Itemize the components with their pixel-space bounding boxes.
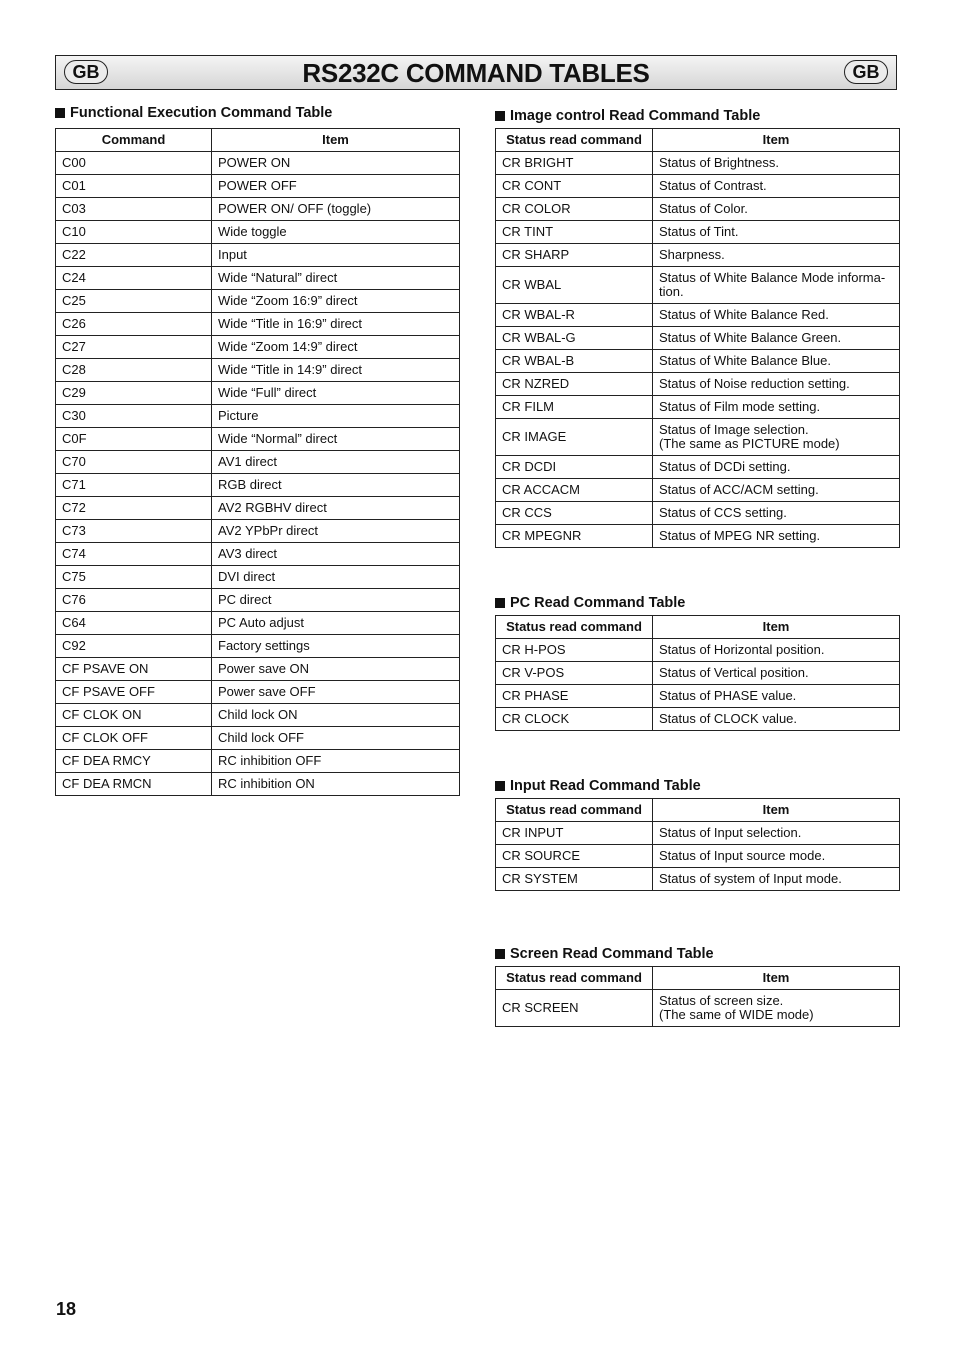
column-header-item: Item — [653, 616, 900, 639]
item-cell: Wide “Full” direct — [212, 382, 460, 405]
table-row — [56, 704, 460, 727]
command-cell: CR CONT — [496, 175, 653, 198]
column-header-item: Item — [212, 129, 460, 152]
table-row — [56, 175, 460, 198]
column-header-status-read-command: Status read command — [496, 967, 653, 990]
table-row — [56, 313, 460, 336]
item-cell: Power save ON — [212, 658, 460, 681]
command-cell: C27 — [56, 336, 212, 359]
screen-read-table-heading — [495, 945, 714, 963]
functional-command-table — [55, 128, 460, 796]
item-cell: POWER ON — [212, 152, 460, 175]
command-cell: CR H-POS — [496, 639, 653, 662]
command-cell: CR ACCACM — [496, 479, 653, 502]
item-cell: Wide “Title in 16:9” direct — [212, 313, 460, 336]
table-row — [496, 152, 900, 175]
command-cell: C26 — [56, 313, 212, 336]
command-cell: CR FILM — [496, 396, 653, 419]
item-cell: Status of Film mode setting. — [653, 396, 900, 419]
command-cell: CF PSAVE OFF — [56, 681, 212, 704]
command-cell: CR CCS — [496, 502, 653, 525]
table-row — [56, 221, 460, 244]
item-cell: Status of CLOCK value. — [653, 708, 900, 731]
table-row — [56, 566, 460, 589]
table-row — [496, 373, 900, 396]
item-cell: Status of Contrast. — [653, 175, 900, 198]
item-cell: Wide “Natural” direct — [212, 267, 460, 290]
table-row — [496, 479, 900, 502]
bullet-square-icon — [495, 949, 505, 959]
command-cell: C72 — [56, 497, 212, 520]
table-row — [496, 419, 900, 456]
input-read-table-heading-text: Input Read Command Table — [510, 778, 701, 794]
column-header-item: Item — [653, 799, 900, 822]
item-cell: DVI direct — [212, 566, 460, 589]
command-cell: C03 — [56, 198, 212, 221]
item-cell: Wide “Normal” direct — [212, 428, 460, 451]
table-row — [56, 727, 460, 750]
item-cell: Status of system of Input mode. — [653, 868, 900, 891]
item-cell: AV3 direct — [212, 543, 460, 566]
gb-badge-right: GB — [844, 60, 888, 84]
table-row — [496, 502, 900, 525]
command-cell: CR WBAL-R — [496, 304, 653, 327]
item-cell: Status of DCDi setting. — [653, 456, 900, 479]
input-read-table-heading — [495, 777, 701, 795]
table-row — [56, 543, 460, 566]
table-row — [56, 267, 460, 290]
table-row — [56, 635, 460, 658]
item-cell: Status of screen size. (The same of WIDE mode) — [653, 990, 900, 1027]
table-row — [496, 822, 900, 845]
command-cell: C01 — [56, 175, 212, 198]
item-cell: Status of Brightness. — [653, 152, 900, 175]
table-row — [496, 868, 900, 891]
item-cell: Input — [212, 244, 460, 267]
item-cell: Wide “Zoom 14:9” direct — [212, 336, 460, 359]
column-header-status-read-command: Status read command — [496, 129, 653, 152]
item-cell: Picture — [212, 405, 460, 428]
command-cell: C64 — [56, 612, 212, 635]
table-row — [496, 990, 900, 1027]
item-cell: Child lock OFF — [212, 727, 460, 750]
command-cell: C92 — [56, 635, 212, 658]
bullet-square-icon — [495, 111, 505, 121]
command-cell: CR V-POS — [496, 662, 653, 685]
screen-read-command-table — [495, 966, 900, 1027]
item-cell: Status of CCS setting. — [653, 502, 900, 525]
command-cell: CR SCREEN — [496, 990, 653, 1027]
table-row — [496, 845, 900, 868]
table-row — [496, 708, 900, 731]
table-row — [56, 290, 460, 313]
item-cell: Status of Noise reduction setting. — [653, 373, 900, 396]
command-cell: CR DCDI — [496, 456, 653, 479]
image-control-command-table — [495, 128, 900, 548]
item-cell: Status of Horizontal position. — [653, 639, 900, 662]
command-cell: C76 — [56, 589, 212, 612]
item-cell: RGB direct — [212, 474, 460, 497]
command-cell: CR WBAL-B — [496, 350, 653, 373]
command-cell: C30 — [56, 405, 212, 428]
table-row — [496, 327, 900, 350]
item-cell: Status of Color. — [653, 198, 900, 221]
table-row — [56, 589, 460, 612]
command-cell: CF PSAVE ON — [56, 658, 212, 681]
command-cell: C73 — [56, 520, 212, 543]
table-row — [56, 474, 460, 497]
item-cell: Power save OFF — [212, 681, 460, 704]
image-control-table-heading-text: Image control Read Command Table — [510, 108, 761, 124]
item-cell: Status of MPEG NR setting. — [653, 525, 900, 548]
column-header-status-read-command: Status read command — [496, 799, 653, 822]
item-cell: Status of White Balance Red. — [653, 304, 900, 327]
item-cell: Wide “Zoom 16:9” direct — [212, 290, 460, 313]
table-row — [56, 244, 460, 267]
table-row — [56, 658, 460, 681]
table-row — [56, 773, 460, 796]
item-cell: Status of Tint. — [653, 221, 900, 244]
title-banner — [55, 55, 897, 90]
column-header-command: Command — [56, 129, 212, 152]
column-header-status-read-command: Status read command — [496, 616, 653, 639]
page-title: RS232C COMMAND TABLES — [302, 58, 650, 88]
table-row — [496, 456, 900, 479]
command-cell: CR NZRED — [496, 373, 653, 396]
table-row — [56, 382, 460, 405]
screen-read-table-heading-text: Screen Read Command Table — [510, 946, 714, 962]
item-cell: Status of Input selection. — [653, 822, 900, 845]
command-cell: CF DEA RMCN — [56, 773, 212, 796]
item-cell: Status of Vertical position. — [653, 662, 900, 685]
bullet-square-icon — [495, 598, 505, 608]
command-cell: CR MPEGNR — [496, 525, 653, 548]
table-row — [56, 336, 460, 359]
command-cell: CF CLOK OFF — [56, 727, 212, 750]
table-row — [56, 451, 460, 474]
table-row — [496, 525, 900, 548]
command-cell: CR WBAL — [496, 267, 653, 304]
page-number: 18 — [56, 1299, 77, 1319]
item-cell: RC inhibition OFF — [212, 750, 460, 773]
item-cell: AV1 direct — [212, 451, 460, 474]
item-cell: Wide toggle — [212, 221, 460, 244]
table-row — [496, 350, 900, 373]
table-row — [56, 497, 460, 520]
item-cell: Sharpness. — [653, 244, 900, 267]
command-cell: C75 — [56, 566, 212, 589]
table-row — [496, 662, 900, 685]
command-cell: C71 — [56, 474, 212, 497]
command-cell: C28 — [56, 359, 212, 382]
table-row — [56, 520, 460, 543]
command-cell: CR PHASE — [496, 685, 653, 708]
table-row — [496, 198, 900, 221]
item-cell: Status of Image selection. (The same as PICTURE mode) — [653, 419, 900, 456]
command-cell: C0F — [56, 428, 212, 451]
bullet-square-icon — [55, 108, 65, 118]
item-cell: Status of Input source mode. — [653, 845, 900, 868]
command-cell: C24 — [56, 267, 212, 290]
command-cell: CF DEA RMCY — [56, 750, 212, 773]
table-row — [56, 681, 460, 704]
table-row — [496, 267, 900, 304]
table-row — [496, 685, 900, 708]
functional-table-heading-text: Functional Execution Command Table — [70, 105, 333, 121]
table-row — [56, 612, 460, 635]
item-cell: PC Auto adjust — [212, 612, 460, 635]
command-cell: CR BRIGHT — [496, 152, 653, 175]
image-control-table-heading — [495, 107, 760, 125]
command-cell: CF CLOK ON — [56, 704, 212, 727]
item-cell: Status of ACC/ACM setting. — [653, 479, 900, 502]
command-cell: CR SOURCE — [496, 845, 653, 868]
command-cell: CR IMAGE — [496, 419, 653, 456]
item-cell: PC direct — [212, 589, 460, 612]
table-row — [496, 175, 900, 198]
column-header-item: Item — [653, 129, 900, 152]
item-cell: Wide “Title in 14:9” direct — [212, 359, 460, 382]
command-cell: CR COLOR — [496, 198, 653, 221]
command-cell: CR CLOCK — [496, 708, 653, 731]
command-cell: CR WBAL-G — [496, 327, 653, 350]
item-cell: Status of PHASE value. — [653, 685, 900, 708]
pc-read-table-heading — [495, 594, 685, 612]
item-cell: Status of White Balance Mode informa- tion. — [653, 267, 900, 304]
table-row — [56, 359, 460, 382]
table-row — [56, 152, 460, 175]
item-cell: Status of White Balance Blue. — [653, 350, 900, 373]
item-cell: AV2 YPbPr direct — [212, 520, 460, 543]
command-cell: C22 — [56, 244, 212, 267]
table-row — [56, 428, 460, 451]
command-cell: CR TINT — [496, 221, 653, 244]
table-row — [56, 198, 460, 221]
pc-read-table-heading-text: PC Read Command Table — [510, 595, 686, 611]
pc-read-command-table — [495, 615, 900, 731]
command-cell: C74 — [56, 543, 212, 566]
command-cell: CR SHARP — [496, 244, 653, 267]
command-cell: C00 — [56, 152, 212, 175]
item-cell: Status of White Balance Green. — [653, 327, 900, 350]
command-cell: CR INPUT — [496, 822, 653, 845]
table-row — [56, 750, 460, 773]
item-cell: Child lock ON — [212, 704, 460, 727]
gb-badge-left: GB — [64, 60, 108, 84]
table-row — [496, 221, 900, 244]
table-row — [56, 405, 460, 428]
item-cell: POWER ON/ OFF (toggle) — [212, 198, 460, 221]
command-cell: C25 — [56, 290, 212, 313]
item-cell: RC inhibition ON — [212, 773, 460, 796]
command-cell: C70 — [56, 451, 212, 474]
item-cell: AV2 RGBHV direct — [212, 497, 460, 520]
item-cell: POWER OFF — [212, 175, 460, 198]
table-row — [496, 304, 900, 327]
input-read-command-table — [495, 798, 900, 891]
command-cell: CR SYSTEM — [496, 868, 653, 891]
table-row — [496, 639, 900, 662]
command-cell: C10 — [56, 221, 212, 244]
command-cell: C29 — [56, 382, 212, 405]
table-row — [496, 244, 900, 267]
item-cell: Factory settings — [212, 635, 460, 658]
table-row — [496, 396, 900, 419]
functional-table-heading — [55, 104, 332, 122]
bullet-square-icon — [495, 781, 505, 791]
column-header-item: Item — [653, 967, 900, 990]
